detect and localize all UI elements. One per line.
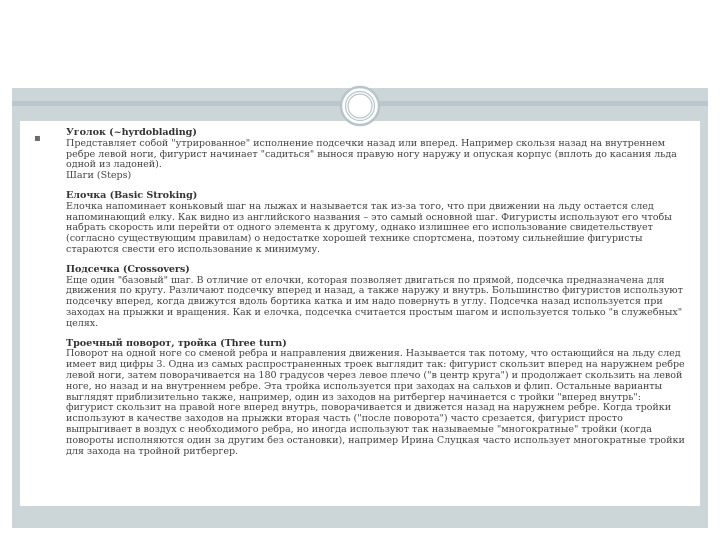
- section-podsechka: [66, 265, 690, 330]
- section-troika: [66, 339, 690, 458]
- section-body: Представляет собой "утрированное" исполнение подсечки назад или вперед. Например скользя назад на внутреннем ребре левой ноги, фигурист начинает "садиться" вынося правую ногу наружу и опуская корпус (вплоть до касания льда одной из ладоней).: [66, 137, 677, 171]
- steps-heading: Шаги (Steps): [66, 170, 132, 182]
- slide-frame: [12, 12, 708, 528]
- section-title: Подсечка (Crossovers): [66, 263, 190, 275]
- header-band: [12, 12, 708, 88]
- section-title: Елочка (Basic Stroking): [66, 189, 198, 201]
- section-title: Уголок (~hyrdoblading): [66, 127, 197, 138]
- content-panel: [20, 121, 700, 506]
- text-block: [66, 128, 690, 466]
- section-body: Елочка напоминает коньковый шаг на лыжах и называется так из-за того, что при движении на льду остается след напоминающий елку. Как видно из английского названия – это самый основной шаг. Фигуристы используют его чтобы набрать скорость или перейти от одного элемента к другому, однако излишнее его использование свидетельствует (согласно существующим правилам) о недостатке хорошей технике спортсмена, поэтому сильнейшие фигуристы стараются свести его использование к минимуму.: [66, 200, 672, 255]
- footer-band: [12, 506, 708, 528]
- double-circle-ornament-icon: [339, 85, 381, 127]
- section-title: Троечный поворот, тройка (Three turn): [66, 337, 287, 349]
- bullet-icon: ▪: [34, 133, 41, 144]
- section-elochka: [66, 191, 690, 256]
- section-ugolok: [66, 128, 690, 182]
- section-body: Еще один "базовый" шаг. В отличие от елочки, которая позволяет двигаться по прямой, подсечка предназначена для движения по кругу. Различают подсечку вперед и назад, а также наружу и внутрь. Большинство фигуристов используют подсечку вперед, когда движутся вдоль бортика катка и им надо повернуть в углу. Подсечка назад используется при заходах на прыжки и вращения. Как и елочка, подсечка считается простым шагом и используется только "в служебных" целях.: [66, 274, 683, 329]
- section-body: Поворот на одной ноге со сменой ребра и направления движения. Называется так потому, что остающийся на льду след имеет вид цифры 3. Одна из самых распространенных троек выглядит так: фигурист скользит вперед на наружнем ребре левой ноги, затем поворачивается на 180 градусов через левое плечо ("в центр круга") и продолжает скользить на левой ноге, но назад и на внутреннем ребре. Эта тройка используется при заходах на сальхов и флип. Остальные варианты выглядят приблизительно также, например, один из заходов на ритбергер начинается с тройки "вперед внутрь": фигурист скользит на правой ноге вперед внутрь, поворачивается и движется назад на наружнем ребре. Когда тройки используют в качестве заходов на прыжки вторая часть ("после поворота") часто срезается, фигурист просто выпрыгивает в воздух с необходимого ребра, но иногда используют так называемые "многократные" тройки (когда повороты исполняются один за другим без остановки), например Ирина Слуцкая часто использует многократные тройки для захода на тройной ритбергер.: [66, 348, 685, 457]
